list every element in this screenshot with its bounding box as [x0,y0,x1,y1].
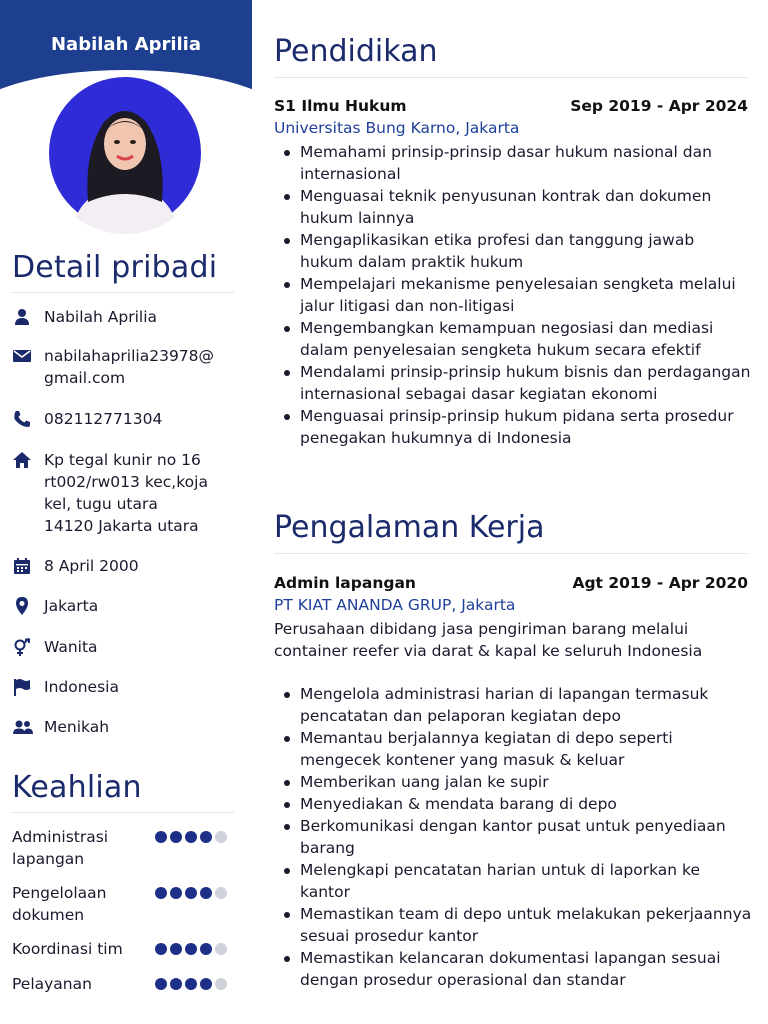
skill-label: Pelayanan [12,975,92,993]
rating-dot-filled [155,943,167,955]
experience-title: Admin lapangan [274,574,416,592]
rating-dot-filled [170,943,182,955]
skill-label: Administrasi lapangan [12,828,109,868]
bullet-item: Memantau berjalannya kegiatan di depo seperti mengecek kontener yang masuk & keluar [274,727,752,771]
skill-rating [155,943,230,955]
rating-dot-filled [185,887,197,899]
detail-nationality-text: Indonesia [44,678,119,696]
bullet-item: Melengkapi pencatatan harian untuk di laporkan ke kantor [274,859,752,903]
detail-birthdate [12,555,244,577]
rating-dot-filled [200,887,212,899]
education-date: Sep 2019 - Apr 2024 [570,97,748,115]
skill-label: Koordinasi tim [12,940,123,958]
bullet-item: Memahami prinsip-prinsip dasar hukum nasional dan internasional [274,141,752,185]
rating-dot-empty [215,887,227,899]
divider [274,77,748,78]
rating-dot-empty [215,831,227,843]
bullet-item: Memastikan team di depo untuk melakukan pekerjaannya sesuai prosedur kantor [274,903,752,947]
bullet-item: Mempelajari mekanisme penyelesaian sengketa melalui jalur litigasi dan non-litigasi [274,273,752,317]
education-institution: Universitas Bung Karno, Jakarta [274,119,520,137]
couple-icon [12,717,32,737]
detail-gender-text: Wanita [44,638,98,656]
rating-dot-filled [200,831,212,843]
flag-icon [12,677,32,697]
detail-city-text: Jakarta [44,597,99,615]
bullet-item: Mengembangkan kemampuan negosiasi dan mediasi dalam penyelesaian sengketa hukum secara efektif [274,317,752,361]
bullet-item: Menguasai teknik penyusunan kontrak dan dokumen hukum lainnya [274,185,752,229]
rating-dot-empty [215,978,227,990]
experience-heading: Pengalaman Kerja [274,510,545,545]
detail-name [12,306,244,328]
bullet-item: Menyediakan & mendata barang di depo [274,793,752,815]
experience-description: Perusahaan dibidang jasa pengiriman barang melalui container reefer via darat & kapal ke seluruh Indonesia [274,620,703,660]
detail-name-text: Nabilah Aprilia [44,308,158,326]
detail-birthdate-text: 8 April 2000 [44,557,139,575]
divider [12,812,234,813]
rating-dot-filled [200,978,212,990]
bullet-item: Mendalami prinsip-prinsip hukum bisnis dan perdagangan internasional sebagai dasar kegiatan ekonomi [274,361,752,405]
detail-nationality [12,676,244,698]
detail-address-text: Kp tegal kunir no 16 rt002/rw013 kec,koja kel, tugu utara 14120 Jakarta utara [44,451,208,535]
home-icon [12,450,32,470]
rating-dot-empty [215,943,227,955]
detail-city [12,595,244,617]
experience-company: PT KIAT ANANDA GRUP, Jakarta [274,596,516,614]
detail-marital [12,716,244,738]
rating-dot-filled [155,978,167,990]
details-heading: Detail pribadi [12,250,218,285]
location-pin-icon [12,596,32,616]
detail-phone [12,408,244,430]
education-bullets [274,141,752,449]
skill-rating [155,887,230,899]
education-title: S1 Ilmu Hukum [274,97,407,115]
skill-label: Pengelolaan dokumen [12,884,107,924]
profile-photo [44,72,206,234]
education-heading: Pendidikan [274,34,438,69]
sidebar [0,0,252,1024]
divider [12,292,234,293]
rating-dot-filled [155,887,167,899]
rating-dot-filled [185,831,197,843]
rating-dot-filled [155,831,167,843]
detail-address [12,449,244,537]
detail-email-text: nabilahaprilia23978@ gmail.com [44,347,215,387]
mail-icon [12,346,32,366]
skill-rating [155,831,230,843]
rating-dot-filled [185,978,197,990]
experience-bullets [274,683,752,991]
rating-dot-filled [200,943,212,955]
rating-dot-filled [185,943,197,955]
bullet-item: Menguasai prinsip-prinsip hukum pidana serta prosedur penegakan hukumnya di Indonesia [274,405,752,449]
rating-dot-filled [170,887,182,899]
detail-marital-text: Menikah [44,718,110,736]
bullet-item: Memberikan uang jalan ke supir [274,771,752,793]
skills-heading: Keahlian [12,770,142,805]
bullet-item: Mengelola administrasi harian di lapangan termasuk pencatatan dan pelaporan kegiatan depo [274,683,752,727]
rating-dot-filled [170,978,182,990]
divider [274,553,748,554]
gender-icon [12,637,32,657]
experience-date: Agt 2019 - Apr 2020 [572,574,748,592]
detail-email [12,345,244,389]
person-icon [12,307,32,327]
skill-rating [155,978,230,990]
profile-name: Nabilah Aprilia [50,34,201,55]
detail-phone-text: 082112771304 [44,410,163,428]
phone-icon [12,409,32,429]
rating-dot-filled [170,831,182,843]
bullet-item: Mengaplikasikan etika profesi dan tanggung jawab hukum dalam praktik hukum [274,229,752,273]
bullet-item: Memastikan kelancaran dokumentasi lapangan sesuai dengan prosedur operasional dan standar [274,947,752,991]
calendar-icon [12,556,32,576]
detail-gender [12,636,244,658]
bullet-item: Berkomunikasi dengan kantor pusat untuk penyediaan barang [274,815,752,859]
